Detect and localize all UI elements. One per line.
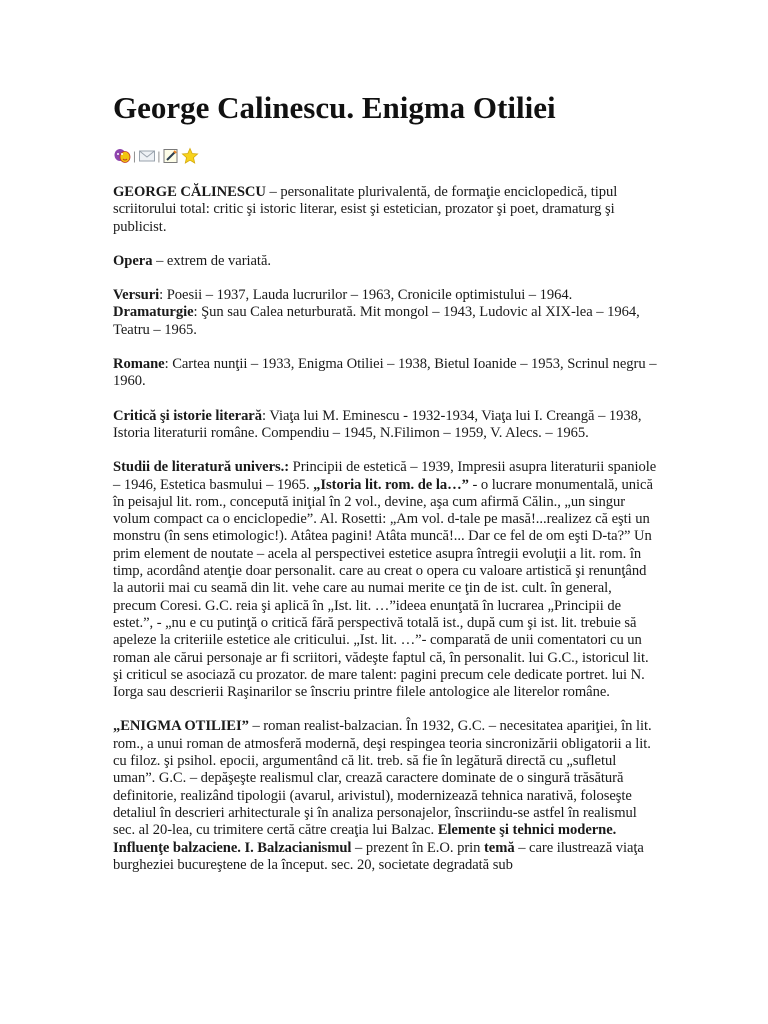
versuri-text: : Poesii – 1937, Lauda lucrurilor – 1963, Cronicile optimistului – 1964. <box>159 287 573 304</box>
star-icon[interactable] <box>181 147 199 165</box>
istoria-text: - o lucrare monumentală, unică în peisajul lit. rom., concepută iniţial în 2 vol., devine, aşa cum afirmă Călin., „un singur volum compact ca o enciclopedie”. Al. Rosetti: „Am vol. d-tale pe masă!...realizez că eşti un monstru (în sens etimologic!). Atâtea pagini! Atâta muncă!... Dar ce fel de om eşti D-ta?” Un prim element de noutate – acela al perspectivei estetice asupra întregii evoluţii a lit. rom. în timp, acordând atenţie doar personalit. care au creat o opera cu valoare artistică şi renunţând la autorii mai cu seamă din lit. vehe care au numai merite ce ţin de ist. cult. în general, precum Coresi. G.C. reia şi aplică în „Ist. lit. …”ideea enunţată în lucrarea „Principii de estet.”, - „nu e cu putinţă o critică fără perspectivă totală ist., după cum şi ist. lit. trebuie să apeleze la criteriile estetice ale criticului. „Ist. lit. …”- comparată de unii comentatori cu un roman ale cărui personaje ar fi scriitori, vădeşte faptul că, în personalit. lui G.C., istoricul lit. şi criticul se asociază cu prozator. de mare talent: pagini precum cele dedicate portret. lui N. Iorga sau descrierii Raşinarilor se înscriu printre filele antologice ale literelor române. <box>113 476 653 701</box>
critica-heading: Critică şi istorie literară <box>113 407 262 424</box>
studii-paragraph <box>113 459 658 701</box>
romane-paragraph <box>113 356 658 391</box>
page-title: George Calinescu. Enigma Otiliei <box>113 90 556 125</box>
versuri-heading: Versuri <box>113 287 160 304</box>
enigma-heading: „ENIGMA OTILIEI” <box>113 718 249 735</box>
romane-heading: Romane <box>113 356 165 373</box>
toolbar-separator: | <box>133 148 136 163</box>
intro-paragraph <box>113 184 658 236</box>
istoria-title: „Istoria lit. rom. de la…” <box>313 476 469 493</box>
pencil-note-icon[interactable] <box>162 147 180 165</box>
romane-text: : Cartea nunţii – 1933, Enigma Otiliei – 1938, Bietul Ioanide – 1953, Scrinul negru – 1960. <box>113 356 657 390</box>
opera-heading: Opera <box>113 252 153 269</box>
action-toolbar <box>113 144 658 168</box>
enigma-text: – roman realist-balzacian. În 1932, G.C. – necesitatea apariţiei, în lit. rom., a unui roman de atmosferă modernă, deşi respingea teoria sincronizării obligatorii a lit. cu filoz. şi psihol. epocii, argumentând că lit. treb. să fie în legătură directă cu „sufletul uman”. G.C. – depăşeşte realismul clar, crează caractere dominate de o singură trăsătură definitorie, realizând tipologii (avarul, arivistul), modernizează tehnica narativă, foloseşte detaliul în descrieri arhitecturale şi în analiza personajelor, înscriindu-se astfel în realismul sec. al 20-lea, cu trimitere certă către creaţia lui Balzac. <box>113 718 652 839</box>
author-name: GEORGE CĂLINESCU <box>113 184 266 200</box>
critica-text: : Viaţa lui M. Eminescu - 1932-1934, Viaţa lui I. Creangă – 1938, Istoria literaturii române. Compendiu – 1945, N.Filimon – 1959, V. Alecs. – 1965. <box>113 407 642 441</box>
works-paragraph <box>113 287 658 339</box>
tema-text: – care ilustrează viaţa burgheziei bucureştene de la început. sec. 20, societate degradată sub <box>113 839 644 873</box>
critica-paragraph <box>113 408 658 443</box>
toolbar-separator: | <box>157 148 161 163</box>
document-page <box>113 88 658 874</box>
intro-text: – personalitate plurivalentă, de formaţie enciclopedică, tipul scriitorului total: critic şi istoric literar, esist şi estetician, prozator şi poet, dramaturg şi publicist. <box>113 184 618 235</box>
dramaturgie-text: : Şun sau Calea neturburată. Mit mongol – 1943, Ludovic al XIX-lea – 1964, Teatru – 1965. <box>113 304 640 338</box>
enigma-paragraph <box>113 718 658 874</box>
studii-text: Principii de estetică – 1939, Impresii asupra literaturii spaniole – 1946, Estetica basmului – 1965. <box>113 459 657 493</box>
balzac-text: – prezent în E.O. prin <box>351 839 484 856</box>
studii-heading: Studii de literatură univers.: <box>113 459 290 476</box>
dramaturgie-heading: Dramaturgie <box>113 304 194 321</box>
elemente-heading: Elemente şi tehnici moderne. Influenţe balzaciene. I. Balzacianismul <box>113 822 617 856</box>
opera-paragraph <box>113 253 658 270</box>
envelope-icon[interactable] <box>138 147 156 165</box>
theater-masks-icon[interactable] <box>113 147 131 165</box>
opera-text: – extrem de variată. <box>152 252 271 269</box>
tema-heading: temă <box>484 839 515 856</box>
